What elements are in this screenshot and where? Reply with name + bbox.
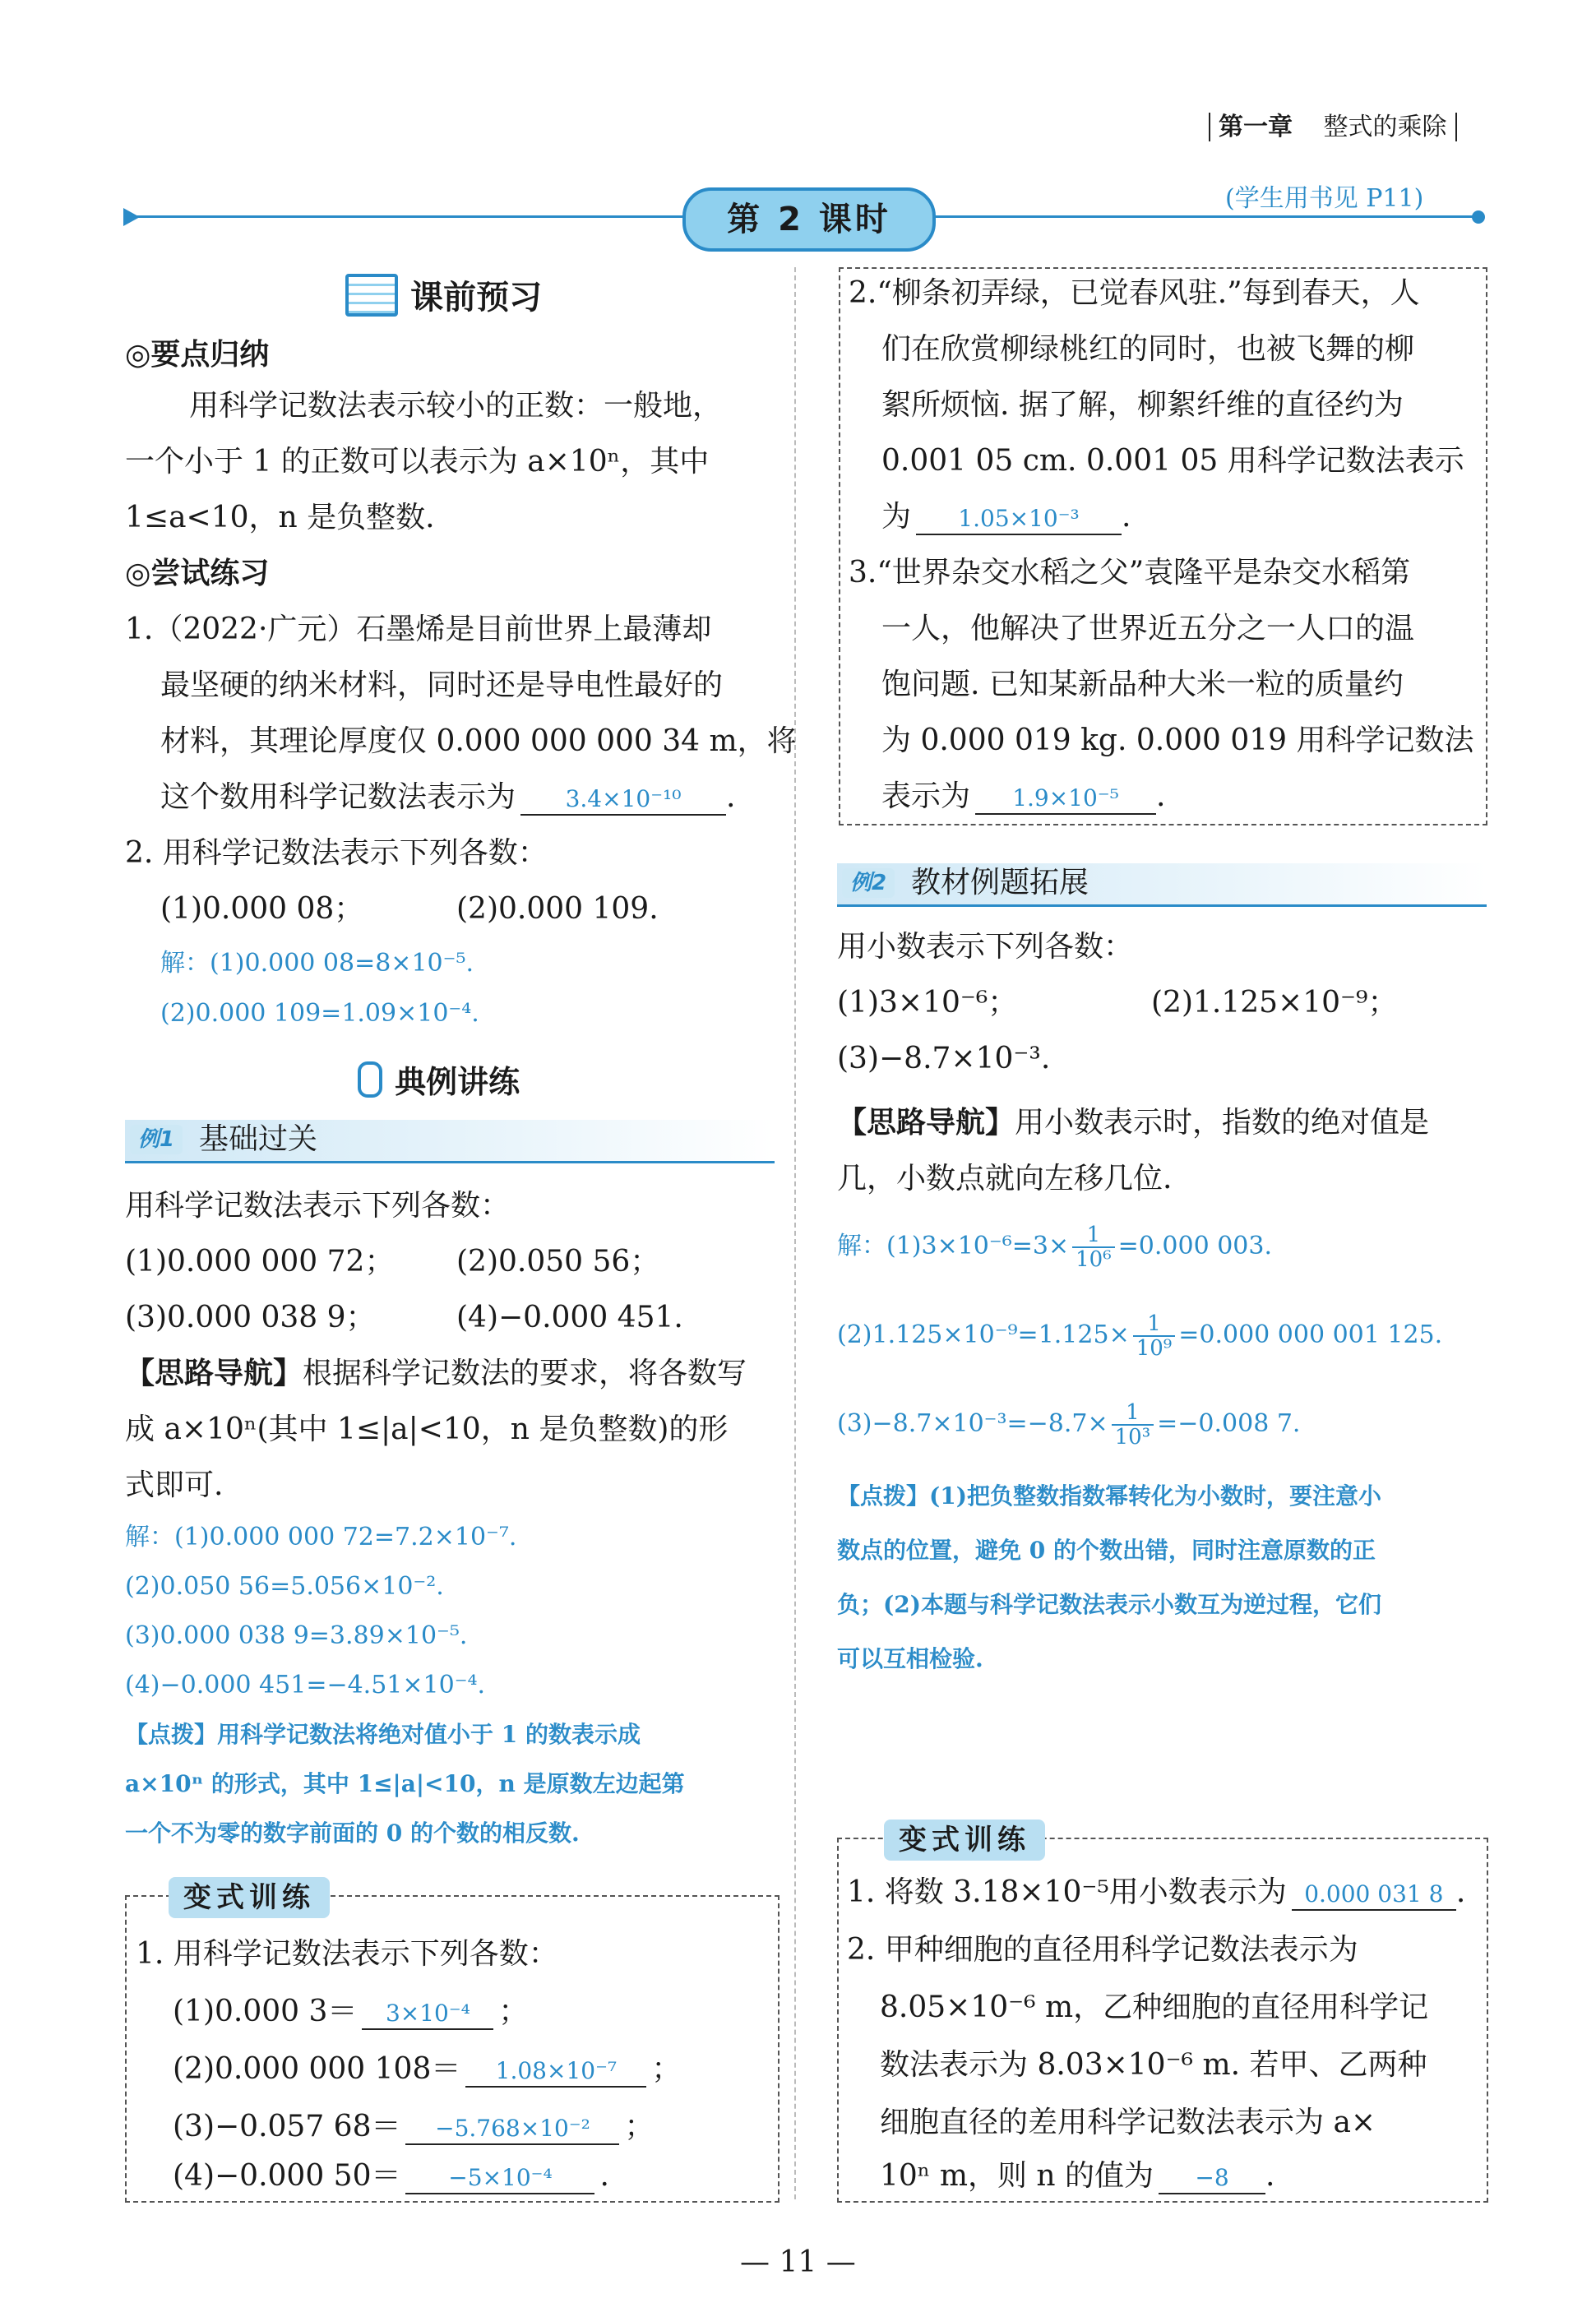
ex1-sol-4: (4)−0.000 451=−4.51×10⁻⁴. bbox=[125, 1671, 486, 1699]
variant1-item-3-answer: −5.768×10⁻² bbox=[405, 2114, 619, 2145]
ex2-sol-2 bbox=[837, 1312, 1442, 1360]
ex1-tag-bar bbox=[125, 1120, 775, 1163]
ex2-sol-3-num: 1 bbox=[1112, 1401, 1154, 1426]
key-line-2: 一个小于 1 的正数可以表示为 a×10ⁿ，其中 bbox=[125, 445, 710, 479]
variant1-item-3 bbox=[173, 2109, 655, 2145]
ex1-nav-line-2: 成 a×10ⁿ(其中 1≤|a|<10，n 是负整数)的形 bbox=[125, 1413, 729, 1446]
q2-item-2: (2)0.000 109. bbox=[456, 892, 659, 926]
variant1-item-1 bbox=[173, 1994, 528, 2030]
variant2-q2-line-5-text: 10ⁿ m，则 n 的值为 bbox=[880, 2159, 1154, 2193]
examples-heading bbox=[358, 1057, 520, 1102]
r-q3-line-2: 一人，他解决了世界近五分之一人口的温 bbox=[881, 612, 1415, 645]
variant2-q2-line-5: 10ⁿ m，则 n 的值为 −8 . bbox=[880, 2159, 1275, 2193]
practice-title: ◎尝试练习 bbox=[125, 557, 270, 590]
r-q3-line-3: 饱问题. 已知某新品种大米一粒的质量约 bbox=[881, 668, 1404, 701]
variant1-item-2 bbox=[173, 2051, 681, 2088]
ex2-nav-text-1: 用小数表示时，指数的绝对值是 bbox=[1015, 1106, 1430, 1140]
variant2-q2-line-4: 细胞直径的差用科学记数法表示为 a× bbox=[880, 2106, 1376, 2139]
variant1-item-1-answer: 3×10⁻⁴ bbox=[362, 1999, 493, 2030]
variant2-q2-line-3: 数法表示为 8.03×10⁻⁶ m. 若甲、乙两种 bbox=[880, 2048, 1427, 2082]
chapter-header bbox=[1209, 111, 1457, 144]
ex2-tip-line-3: 负；(2)本题与科学记数法表示小数互为逆过程，它们 bbox=[837, 1591, 1381, 1618]
variant1-item-2-answer: 1.08×10⁻⁷ bbox=[465, 2056, 646, 2088]
ex2-nav-line-2: 几，小数点就向左移几位. bbox=[837, 1162, 1173, 1195]
ex1-item-4: (4)−0.000 451. bbox=[456, 1301, 683, 1334]
r-q3-answer: 1.9×10⁻⁵ bbox=[975, 784, 1156, 815]
variant1-item-2-label: (2)0.000 000 108＝ bbox=[173, 2052, 461, 2086]
chapter-label: 第一章 bbox=[1209, 113, 1293, 141]
key-line-3: 1≤a<10，n 是负整数. bbox=[125, 501, 435, 534]
r-q2-line-2: 们在欣赏柳绿桃红的同时，也被飞舞的柳 bbox=[881, 332, 1415, 366]
examples-title: 典例讲练 bbox=[395, 1064, 520, 1100]
ex1-prompt: 用科学记数法表示下列各数： bbox=[125, 1189, 511, 1223]
r-q2-line-1: 2.“柳条初弄绿，已觉春风驻.”每到春天，人 bbox=[849, 276, 1420, 310]
variant1-item-3-label: (3)−0.057 68＝ bbox=[173, 2110, 401, 2143]
ex1-sol-3: (3)0.000 038 9=3.89×10⁻⁵. bbox=[125, 1621, 468, 1650]
column-divider bbox=[794, 267, 796, 2199]
ex2-sol-1-rhs: =0.000 003. bbox=[1117, 1232, 1272, 1260]
r-q3-line-5-text: 表示为 bbox=[881, 779, 971, 813]
r-q2-line-4: 0.001 05 cm. 0.001 05 用科学记数法表示 bbox=[881, 444, 1464, 478]
variant2-q2-answer: −8 bbox=[1159, 2163, 1265, 2194]
variant1-item-4-answer: −5×10⁻⁴ bbox=[405, 2163, 594, 2194]
ex1-sol-1: 解：(1)0.000 000 72=7.2×10⁻⁷. bbox=[125, 1523, 517, 1551]
variant1-item-3-end: ； bbox=[624, 2110, 655, 2143]
ex2-tag: 例2 bbox=[842, 868, 895, 898]
ex2-sol-1-num: 1 bbox=[1072, 1223, 1115, 1248]
preview-heading bbox=[345, 271, 542, 318]
chapter-title: 整式的乘除 bbox=[1324, 113, 1457, 141]
q2-text: 2. 用科学记数法表示下列各数： bbox=[125, 836, 548, 870]
variant2-title: 变式训练 bbox=[884, 1820, 1045, 1861]
ex2-tip-line-1 bbox=[837, 1480, 1381, 1513]
ex2-sol-1-lhs: 解：(1)3×10⁻⁶=3× bbox=[837, 1232, 1070, 1260]
variant2-q1-label: 1. 将数 3.18×10⁻⁵用小数表示为 bbox=[847, 1875, 1287, 1909]
ex2-item-3: (3)−8.7×10⁻³. bbox=[837, 1042, 1051, 1075]
variant2-q1-answer: 0.000 031 8 bbox=[1292, 1880, 1456, 1911]
ex1-tip-line-3: 一个不为零的数字前面的 0 的个数的相反数. bbox=[125, 1820, 580, 1847]
ex2-sol-1-den: 10⁶ bbox=[1076, 1247, 1112, 1272]
ex2-tip-line-4: 可以互相检验. bbox=[837, 1645, 983, 1672]
ex1-tip-label: 【点拨】 bbox=[125, 1721, 218, 1748]
q1-line-4-text: 这个数用科学记数法表示为 bbox=[160, 780, 516, 814]
variant1-item-4-label: (4)−0.000 50＝ bbox=[173, 2159, 401, 2193]
ex2-sol-3-lhs: (3)−8.7×10⁻³=−8.7× bbox=[837, 1409, 1108, 1438]
ex2-tip-text-1: (1)把负整数指数幂转化为小数时，要注意小 bbox=[929, 1482, 1381, 1510]
variant1-item-1-end: ； bbox=[498, 1995, 529, 2028]
q1-line-1: 1.（2022·广元）石墨烯是目前世界上最薄却 bbox=[125, 613, 712, 646]
ex2-tag-bar bbox=[837, 863, 1487, 907]
ex1-tag: 例1 bbox=[130, 1125, 183, 1154]
ex2-sol-3-den: 10³ bbox=[1114, 1425, 1151, 1450]
q2-item-1: (1)0.000 08； bbox=[160, 892, 364, 926]
page-number: — 11 — bbox=[740, 2245, 856, 2279]
ex2-sol-2-den: 10⁹ bbox=[1136, 1336, 1173, 1361]
variant1-item-4-end: . bbox=[599, 2159, 609, 2193]
ex1-sol-2: (2)0.050 56=5.056×10⁻². bbox=[125, 1572, 444, 1601]
variant1-title: 变式训练 bbox=[169, 1877, 330, 1918]
variant1-item-1-label: (1)0.000 3＝ bbox=[173, 1995, 358, 2028]
ex2-sol-2-num: 1 bbox=[1133, 1312, 1176, 1337]
ex2-item-2: (2)1.125×10⁻⁹； bbox=[1151, 986, 1398, 1020]
q2-solution-1: 解：(1)0.000 08=8×10⁻⁵. bbox=[160, 949, 474, 978]
key-line-1: 用科学记数法表示较小的正数：一般地， bbox=[189, 389, 723, 423]
q1-line-2: 最坚硬的纳米材料，同时还是导电性最好的 bbox=[160, 668, 724, 702]
ex1-nav-label: 【思路导航】 bbox=[125, 1357, 303, 1390]
ex1-nav-line-3: 式即可. bbox=[125, 1468, 224, 1502]
banner-arrow-left-icon bbox=[123, 208, 140, 226]
ex2-sol-2-lhs: (2)1.125×10⁻⁹=1.125× bbox=[837, 1320, 1130, 1349]
r-q2-line-3: 絮所烦恼. 据了解，柳絮纤维的直径约为 bbox=[881, 388, 1404, 422]
ex2-sol-1 bbox=[837, 1223, 1272, 1271]
ex2-title: 教材例题拓展 bbox=[911, 866, 1089, 899]
ex2-sol-3 bbox=[837, 1401, 1300, 1449]
ex1-nav-text-1: 根据科学记数法的要求，将各数写 bbox=[303, 1357, 747, 1390]
ex2-sol-2-rhs: =0.000 000 001 125. bbox=[1178, 1320, 1443, 1349]
ex2-tip-label: 【点拨】 bbox=[837, 1482, 930, 1510]
ex2-nav-line-1 bbox=[837, 1105, 1429, 1141]
q1-line-3: 材料，其理论厚度仅 0.000 000 000 34 m，将 bbox=[160, 724, 797, 758]
ex2-sol-3-rhs: =−0.008 7. bbox=[1157, 1409, 1301, 1438]
preview-title: 课前预习 bbox=[410, 279, 543, 317]
ex1-item-1: (1)0.000 000 72； bbox=[125, 1245, 395, 1279]
ex1-item-2: (2)0.050 56； bbox=[456, 1245, 660, 1279]
variant2-q2-line-1: 2. 甲种细胞的直径用科学记数法表示为 bbox=[847, 1933, 1358, 1967]
q2-solution-2: (2)0.000 109=1.09×10⁻⁴. bbox=[160, 999, 479, 1028]
ex2-item-1: (1)3×10⁻⁶； bbox=[837, 986, 1018, 1020]
r-q3-line-5: 表示为 1.9×10⁻⁵ . bbox=[881, 779, 1166, 813]
variant2-q2-line-2: 8.05×10⁻⁶ m，乙种细胞的直径用科学记 bbox=[880, 1991, 1429, 2024]
ex2-nav-label: 【思路导航】 bbox=[837, 1106, 1015, 1140]
r-q2-line-5-text: 为 bbox=[881, 500, 912, 534]
variant1-item-2-end: ； bbox=[651, 2052, 682, 2086]
r-q3-line-4: 为 0.000 019 kg. 0.000 019 用科学记数法 bbox=[881, 724, 1474, 757]
r-q2-line-5: 为 1.05×10⁻³ . bbox=[881, 500, 1131, 534]
variant2-q1: 1. 将数 3.18×10⁻⁵用小数表示为 0.000 031 8 . bbox=[847, 1875, 1466, 1909]
ex1-tip-line-1 bbox=[125, 1718, 641, 1751]
key-points-title: ◎要点归纳 bbox=[125, 338, 270, 372]
lesson-ref: (学生用书见 P11) bbox=[1225, 184, 1424, 213]
banner-dot-icon bbox=[1472, 210, 1485, 224]
ex2-prompt: 用小数表示下列各数： bbox=[837, 930, 1134, 964]
lesson-title: 第 2 课时 bbox=[682, 187, 936, 252]
q1-answer: 3.4×10⁻¹⁰ bbox=[520, 784, 726, 816]
ex2-tip-line-2: 数点的位置，避免 0 的个数出错，同时注意原数的正 bbox=[837, 1537, 1376, 1564]
r-q3-line-1: 3.“世界杂交水稻之父”袁隆平是杂交水稻第 bbox=[849, 556, 1411, 590]
ex1-nav-line-1 bbox=[125, 1356, 747, 1392]
variant1-q: 1. 用科学记数法表示下列各数： bbox=[136, 1937, 558, 1971]
ex1-tip-line-2: a×10ⁿ 的形式，其中 1≤|a|<10，n 是原数左边起第 bbox=[125, 1770, 685, 1797]
r-q2-answer: 1.05×10⁻³ bbox=[916, 504, 1122, 535]
ex1-tip-text-1: 用科学记数法将绝对值小于 1 的数表示成 bbox=[217, 1721, 641, 1748]
ex1-item-3: (3)0.000 038 9； bbox=[125, 1301, 376, 1334]
q1-line-4: 这个数用科学记数法表示为 3.4×10⁻¹⁰ . bbox=[160, 780, 736, 814]
variant1-item-4 bbox=[173, 2158, 609, 2194]
book-icon bbox=[345, 274, 398, 317]
ex1-title: 基础过关 bbox=[199, 1122, 318, 1156]
microphone-icon bbox=[358, 1061, 382, 1098]
